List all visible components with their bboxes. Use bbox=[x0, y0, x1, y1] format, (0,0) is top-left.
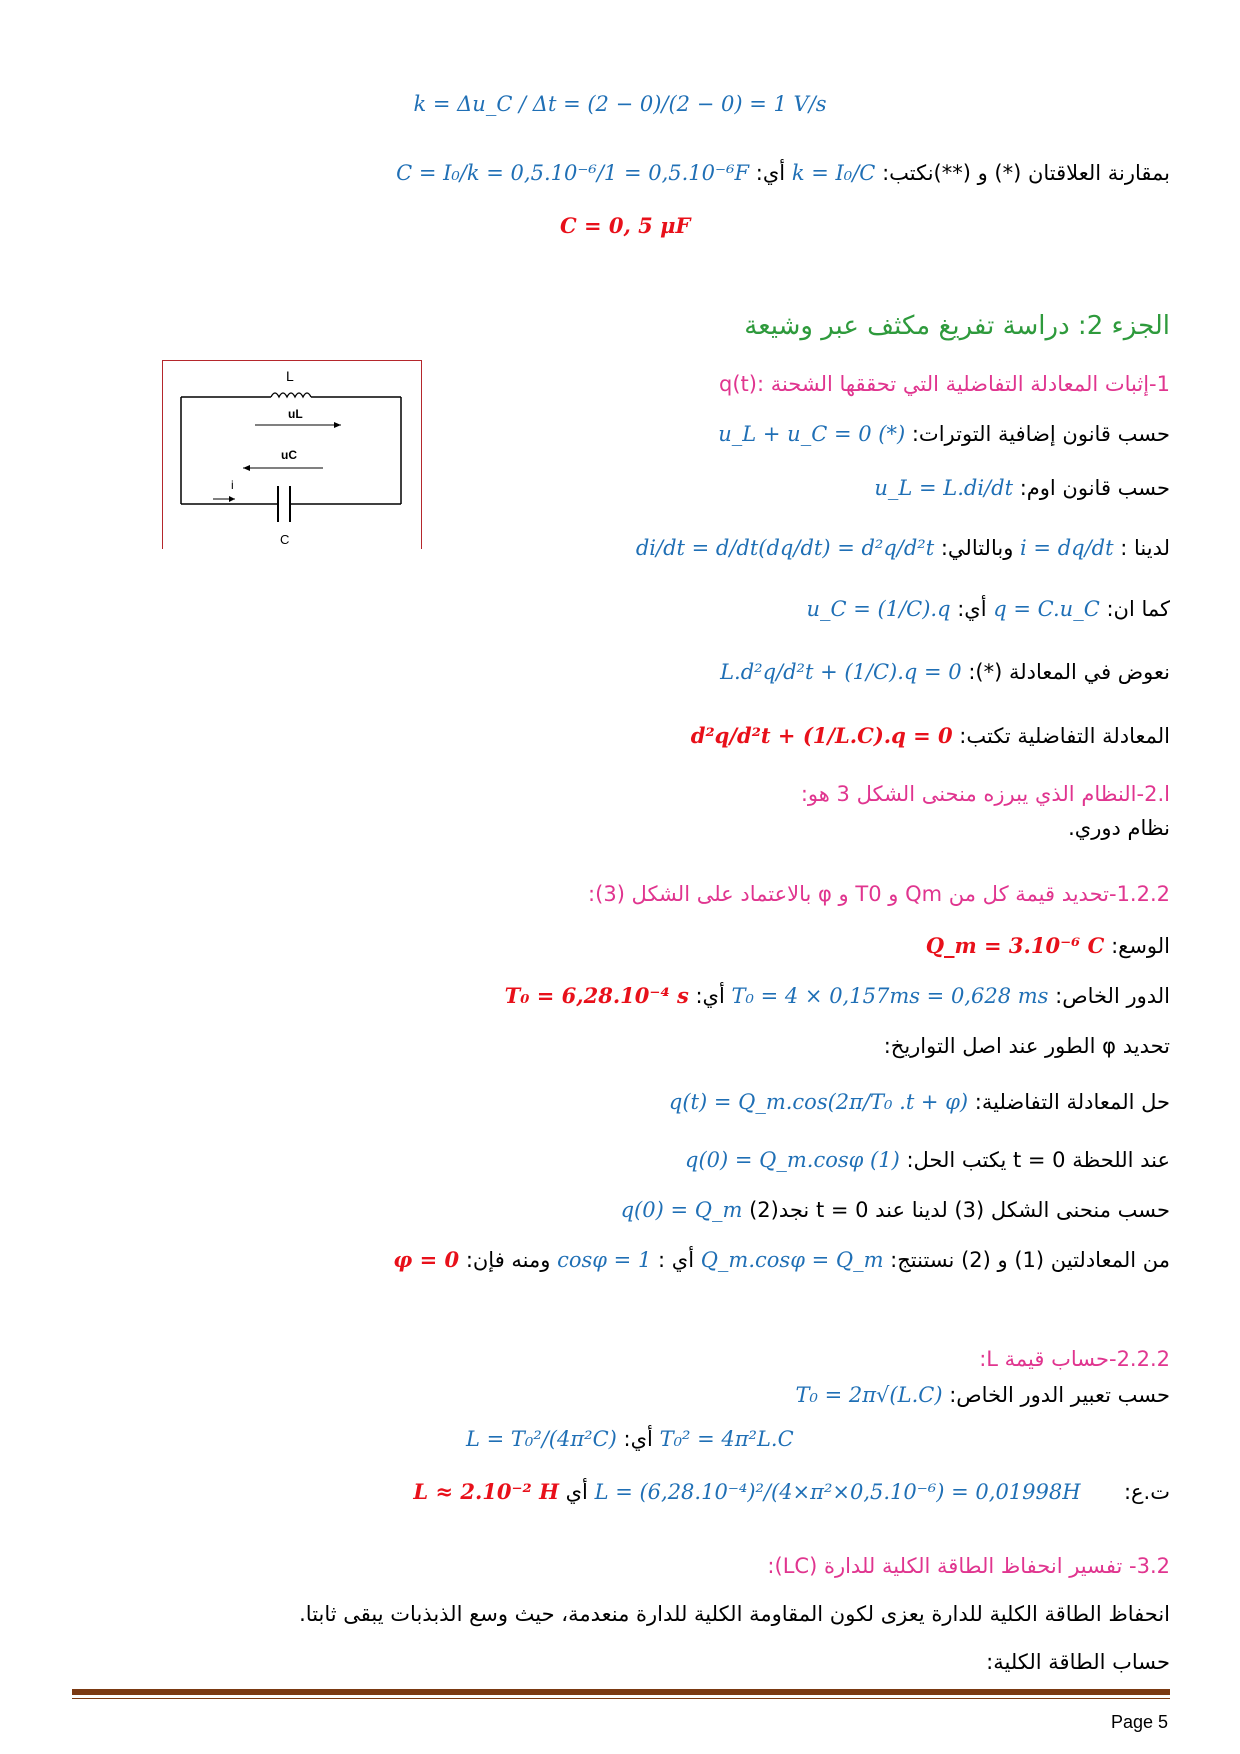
t0-line bbox=[685, 1146, 1170, 1174]
curve-text: حسب منحنى الشكل (3) لدينا عند t = 0 نجد(2) bbox=[749, 1198, 1170, 1222]
ul-arrow-icon bbox=[334, 422, 341, 428]
kama-text: كما ان: bbox=[1106, 597, 1170, 621]
compare-ay: أي: bbox=[755, 161, 786, 185]
period-expr-eq: T₀ = 2π√(L.C) bbox=[795, 1383, 943, 1407]
footer-rule-thin bbox=[72, 1698, 1170, 1699]
curve-eq: q(0) = Q_m bbox=[620, 1198, 743, 1222]
label-uC: uC bbox=[281, 448, 297, 462]
lexpr-eq1: T₀² = 4π²L.C bbox=[659, 1427, 794, 1451]
from-line bbox=[393, 1246, 1170, 1274]
period-ay: أي: bbox=[695, 984, 725, 1008]
lexpr-eq2: L = T₀²/(4π²C) bbox=[466, 1427, 617, 1451]
current-arrow-icon bbox=[229, 496, 235, 502]
te-eq2: L ≈ 2.10⁻² H bbox=[413, 1479, 559, 1504]
phase-title: تحديد φ الطور عند اصل التواريخ: bbox=[883, 1034, 1170, 1058]
t0-text: عند اللحظة t = 0 يكتب الحل: bbox=[906, 1148, 1170, 1172]
kama-eq2: u_C = (1/C).q bbox=[806, 597, 951, 621]
from-eq3: φ = 0 bbox=[393, 1247, 460, 1272]
ladina-eq2: di/dt = d/dt(dq/dt) = d²q/d²t bbox=[635, 536, 935, 560]
period-text: الدور الخاص: bbox=[1055, 984, 1170, 1008]
subst-text: نعوض في المعادلة (*): bbox=[968, 660, 1170, 684]
sol-line bbox=[669, 1088, 1170, 1116]
diff-text: المعادلة التفاضلية تكتب: bbox=[959, 724, 1170, 748]
footer-rule bbox=[72, 1689, 1170, 1695]
law-add-line bbox=[718, 420, 1170, 448]
period-expr-text: حسب تعبير الدور الخاص: bbox=[949, 1383, 1170, 1407]
circuit-svg bbox=[163, 361, 421, 549]
q222-title: 2.2.2-حساب قيمة L: bbox=[979, 1347, 1170, 1371]
q1-title: 1-إثبات المعادلة التفاضلية التي تحققها الشحنة :q(t) bbox=[718, 372, 1170, 396]
from-wa: ومنه فإن: bbox=[465, 1248, 551, 1272]
period-line bbox=[505, 982, 1170, 1010]
period-eq1: T₀ = 4 × 0,157ms = 0,628 ms bbox=[731, 984, 1049, 1008]
uc-arrow-icon bbox=[243, 465, 250, 471]
te-ay: أي bbox=[565, 1480, 588, 1504]
te-text: ت.ع: bbox=[1123, 1480, 1170, 1504]
subst-line bbox=[720, 658, 1170, 686]
from-eq2: cosφ = 1 bbox=[557, 1248, 652, 1272]
lexpr-ay: أي: bbox=[623, 1427, 653, 1451]
ohm-eq: u_L = L.di/dt bbox=[874, 476, 1014, 500]
energy-text: حساب الطاقة الكلية: bbox=[986, 1650, 1170, 1674]
sol-eq: q(t) = Q_m.cos(2π/T₀ .t + φ) bbox=[668, 1090, 969, 1114]
compare-eq1: k = I₀/C bbox=[791, 161, 876, 185]
ohm-line bbox=[874, 474, 1170, 502]
label-C: C bbox=[280, 532, 290, 547]
law-add-eq: u_L + u_C = 0 (*) bbox=[718, 422, 906, 446]
label-L: L bbox=[286, 368, 294, 384]
part2-title: الجزء 2: دراسة تفريغ مكثف عبر وشيعة bbox=[744, 311, 1170, 341]
c-result: C = 0, 5 μF bbox=[560, 213, 691, 238]
amp-eq: Q_m = 3.10⁻⁶ C bbox=[925, 933, 1105, 958]
amp-line bbox=[926, 932, 1170, 960]
t0-eq: q(0) = Q_m.cosφ (1) bbox=[685, 1148, 900, 1172]
q32-text: انحفاظ الطاقة الكلية للدارة يعزى لكون المقاومة الكلية للدارة منعدمة، حيث وسع الذبذبات يبقى ثابتا. bbox=[299, 1602, 1170, 1626]
period-expr-line bbox=[796, 1381, 1170, 1409]
ladina-eq1: i = dq/dt bbox=[1020, 536, 1114, 560]
sol-text: حل المعادلة التفاضلية: bbox=[974, 1090, 1170, 1114]
label-i: i bbox=[231, 478, 234, 492]
k-formula: k = Δu_C / Δt = (2 − 0)/(2 − 0) = 1 V/s bbox=[413, 92, 827, 116]
ladina-text: لدينا : bbox=[1120, 536, 1170, 560]
q21-answer: نظام دوري. bbox=[1068, 816, 1170, 840]
circuit-diagram bbox=[162, 360, 422, 549]
q32-title: 3.2- تفسير انحفاظ الطاقة الكلية للدارة (LC): bbox=[767, 1554, 1170, 1578]
ohm-text: حسب قانون اوم: bbox=[1019, 476, 1170, 500]
ladina-line bbox=[636, 534, 1170, 562]
compare-text: بمقارنة العلاقتان (*) و (**)نكتب: bbox=[882, 161, 1170, 185]
coil-icon bbox=[271, 393, 311, 397]
kama-line bbox=[807, 595, 1171, 623]
from-eq1: Q_m.cosφ = Q_m bbox=[700, 1248, 884, 1272]
amp-text: الوسع: bbox=[1111, 934, 1170, 958]
period-eq2: T₀ = 6,28.10⁻⁴ s bbox=[504, 983, 689, 1008]
q122-title: 1.2.2-تحديد قيمة كل من Qm و T0 و φ بالاعتماد على الشكل (3): bbox=[588, 882, 1170, 906]
from-ay: أي : bbox=[658, 1248, 695, 1272]
page-number: Page 5 bbox=[1110, 1712, 1168, 1732]
wabittali: وبالتالي: bbox=[940, 536, 1014, 560]
te-line bbox=[413, 1478, 1170, 1506]
diff-eq: d²q/d²t + (1/L.C).q = 0 bbox=[690, 723, 953, 748]
kama-ay: أي: bbox=[957, 597, 987, 621]
subst-eq: L.d²q/d²t + (1/C).q = 0 bbox=[720, 660, 962, 684]
label-uL: uL bbox=[288, 407, 303, 421]
q21-title: ا.2-النظام الذي يبرزه منحنى الشكل 3 هو: bbox=[800, 782, 1170, 806]
compare-line bbox=[396, 159, 1170, 187]
te-eq1: L = (6,28.10⁻⁴)²/(4×π²×0,5.10⁻⁶) = 0,01998H bbox=[594, 1480, 1081, 1504]
compare-eq2: C = I₀/k = 0,5.10⁻⁶/1 = 0,5.10⁻⁶F bbox=[396, 161, 750, 185]
law-add-text: حسب قانون إضافية التوترات: bbox=[911, 422, 1170, 446]
kama-eq1: q = C.u_C bbox=[993, 597, 1100, 621]
lexpr-line bbox=[466, 1425, 794, 1453]
curve-line bbox=[621, 1196, 1170, 1224]
from-text: من المعادلتين (1) و (2) نستنتج: bbox=[890, 1248, 1170, 1272]
diff-line bbox=[691, 722, 1170, 750]
